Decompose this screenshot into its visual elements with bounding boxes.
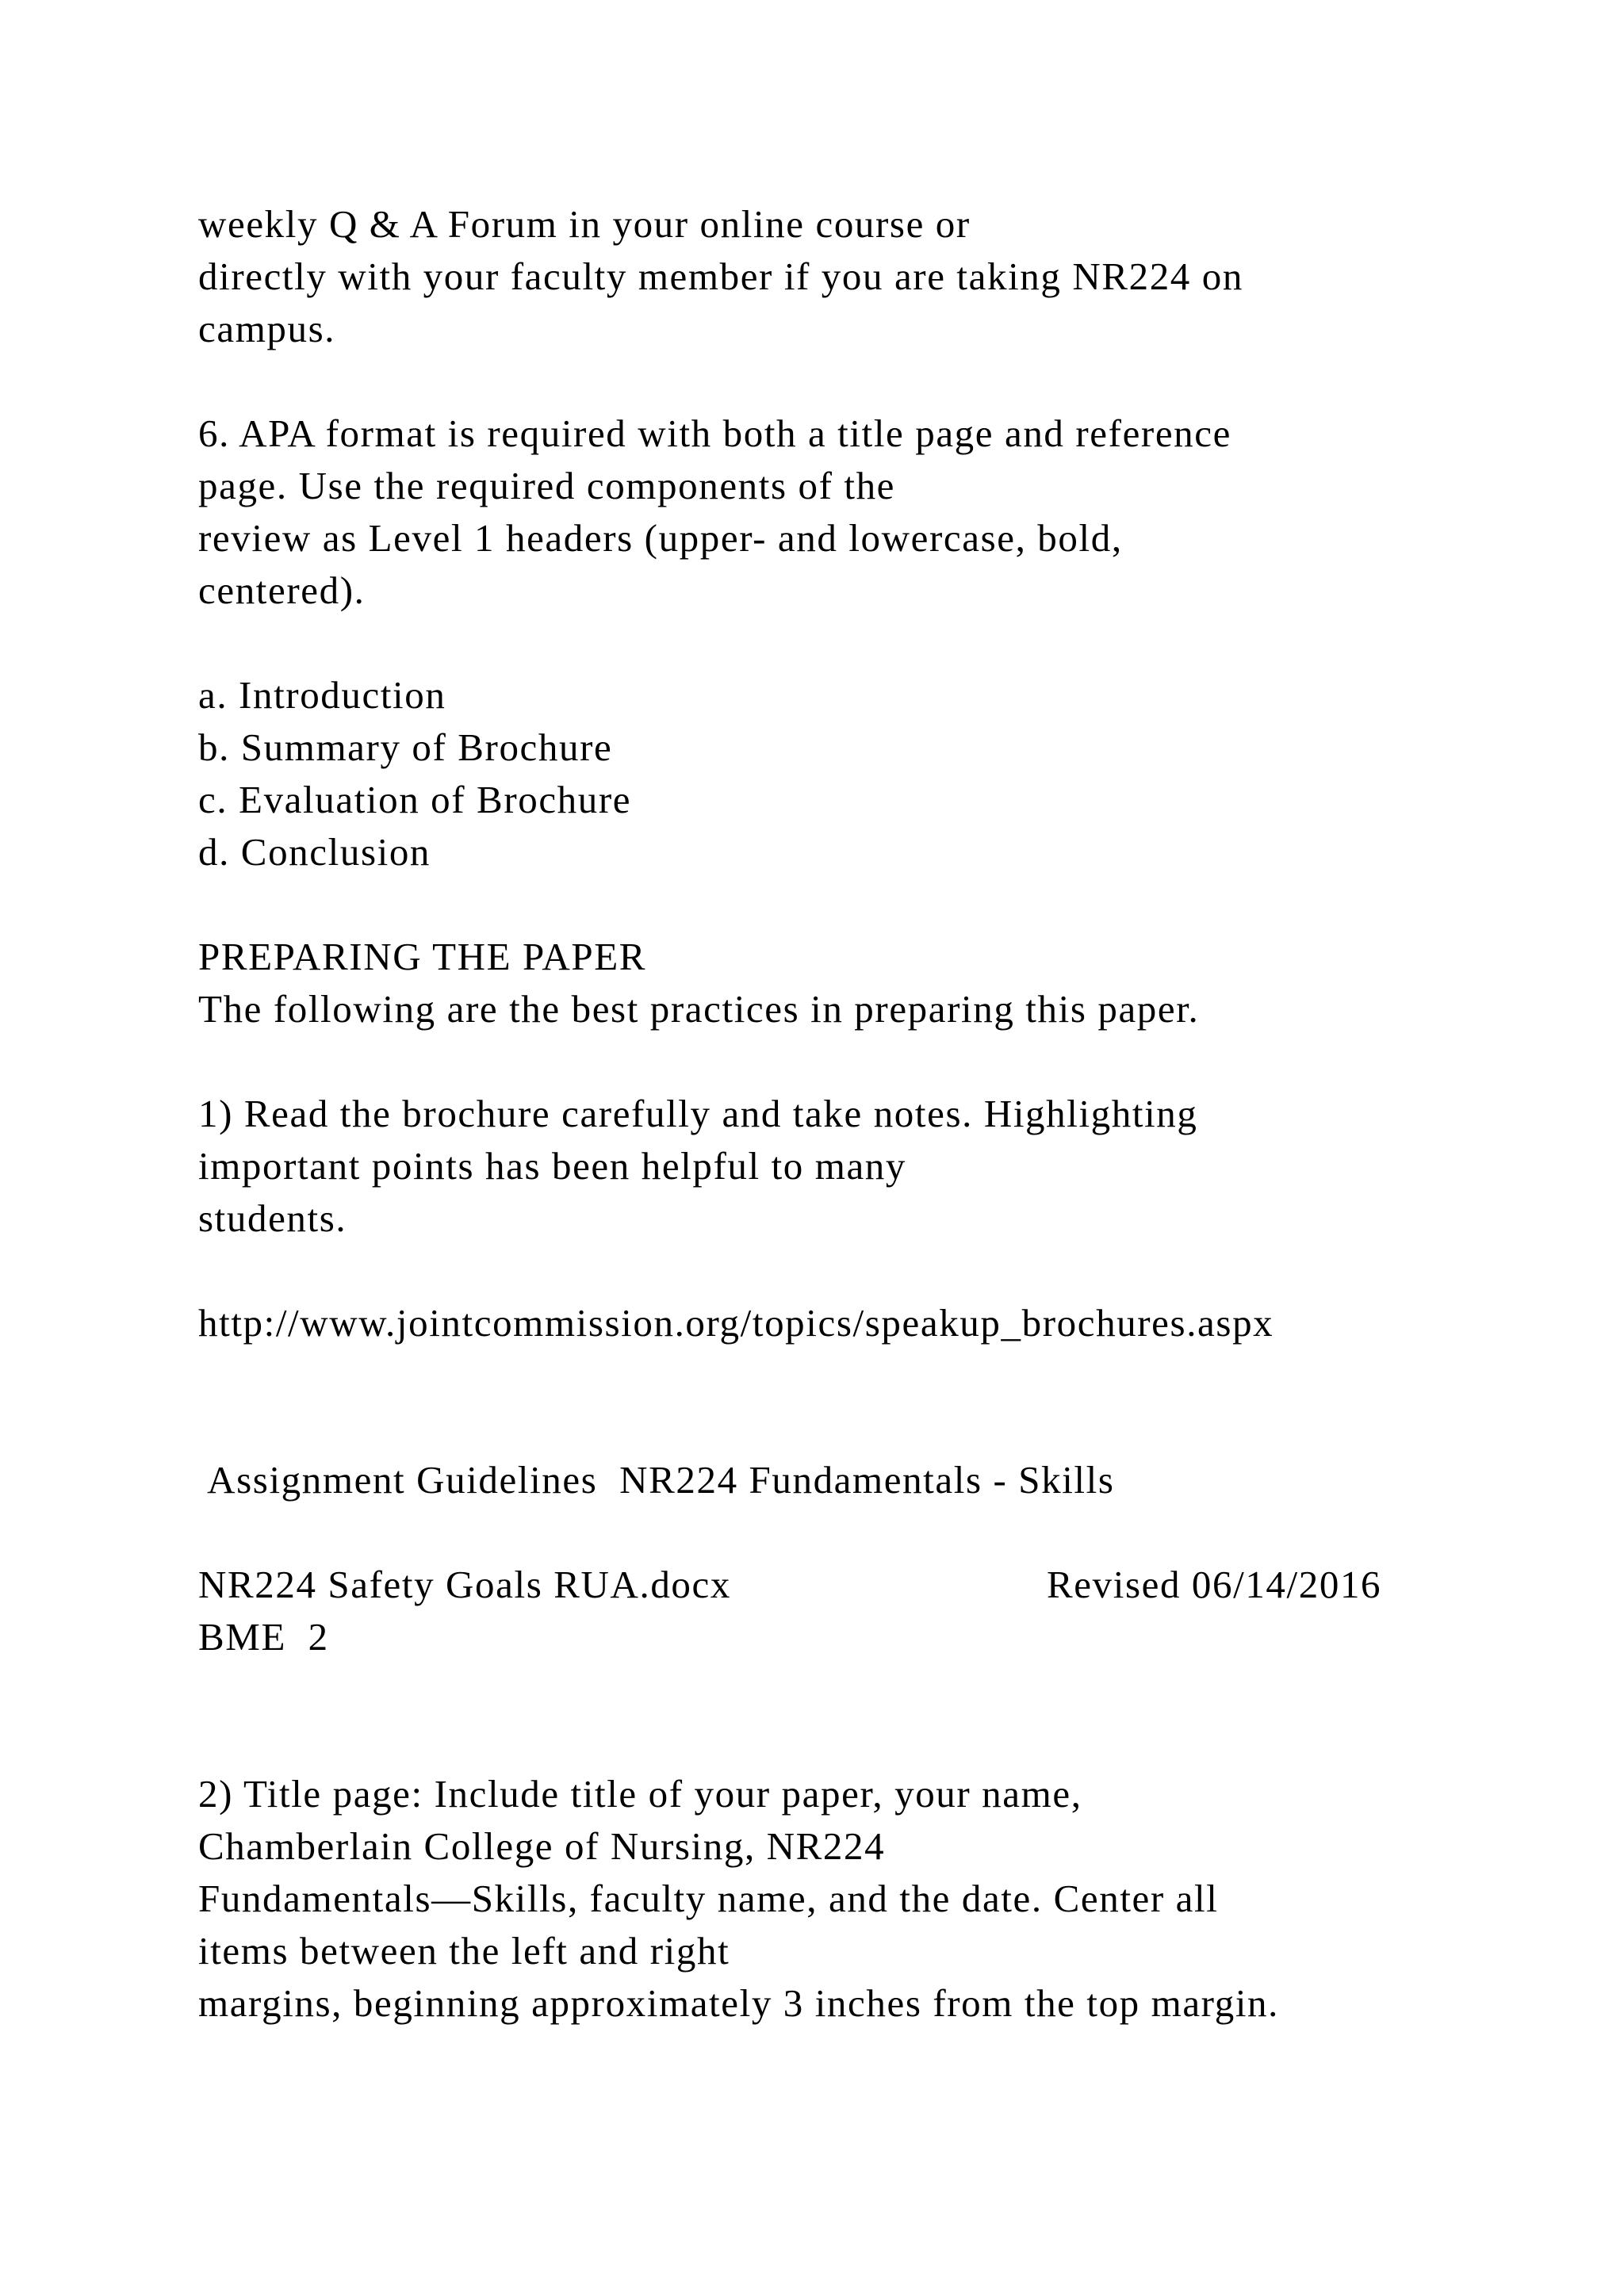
footer-page-id: BME 2 — [198, 1615, 329, 1659]
footer-filename: NR224 Safety Goals RUA.docx — [198, 1563, 731, 1606]
footer-revised-date: Revised 06/14/2016 — [1047, 1563, 1382, 1606]
text-line: Chamberlain College of Nursing, NR224 — [198, 1824, 886, 1868]
text-line: campus. — [198, 307, 336, 350]
text-line: 6. APA format is required with both a title page and reference — [198, 411, 1231, 455]
list-item: a. Introduction — [198, 673, 446, 717]
list-item: b. Summary of Brochure — [198, 725, 613, 769]
text-line: margins, beginning approximately 3 inches from the top margin. — [198, 1981, 1279, 2025]
page-header: Assignment Guidelines NR224 Fundamentals - Skills — [198, 1458, 1115, 1502]
text-line: centered). — [198, 568, 366, 612]
url-text: http://www.jointcommission.org/topics/speakup_brochures.aspx — [198, 1301, 1274, 1345]
list-item: d. Conclusion — [198, 830, 431, 874]
text-line: directly with your faculty member if you are taking NR224 on — [198, 254, 1243, 298]
text-line: page. Use the required components of the — [198, 464, 896, 507]
text-line: Fundamentals—Skills, faculty name, and the date. Center all — [198, 1877, 1219, 1920]
text-line: items between the left and right — [198, 1929, 730, 1973]
text-line: review as Level 1 headers (upper- and lowercase, bold, — [198, 516, 1123, 560]
text-line: 1) Read the brochure carefully and take notes. Highlighting — [198, 1092, 1198, 1135]
section-heading: PREPARING THE PAPER — [198, 935, 647, 978]
text-line: The following are the best practices in preparing this paper. — [198, 987, 1200, 1031]
text-line: important points has been helpful to many — [198, 1144, 907, 1188]
text-line: students. — [198, 1196, 347, 1240]
text-line: weekly Q & A Forum in your online course or — [198, 202, 971, 246]
list-item: c. Evaluation of Brochure — [198, 778, 632, 821]
text-line: 2) Title page: Include title of your paper, your name, — [198, 1772, 1082, 1816]
